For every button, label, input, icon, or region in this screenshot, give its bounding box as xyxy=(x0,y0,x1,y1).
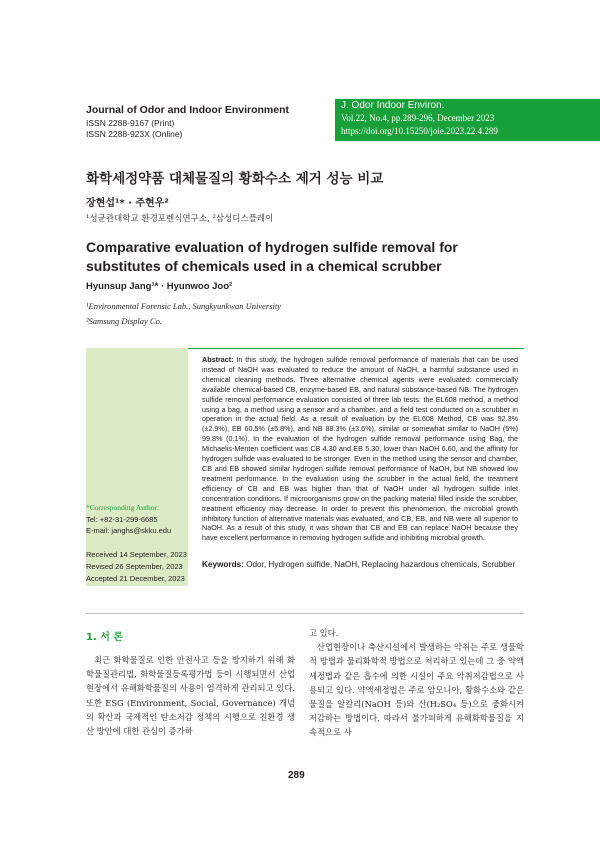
abstract-label: Abstract: xyxy=(202,355,234,364)
body-paragraph-continuation: 고 있다. xyxy=(309,628,339,638)
citation-abbrev: J. Odor Indoor Environ. xyxy=(341,100,445,111)
body-column-right xyxy=(309,626,524,740)
corresponding-tel: Tel: +82-31-299-6685 xyxy=(86,515,158,524)
body-column-left xyxy=(86,653,295,738)
english-authors: Hyunsup Jang¹* · Hyunwoo Joo² xyxy=(86,281,233,292)
keywords-list: Odor, Hydrogen sulfide, NaOH, Replacing hazardous chemicals, Scrubber xyxy=(243,560,516,569)
issn-print: ISSN 2288-9167 (Print) xyxy=(86,118,175,128)
page-number: 289 xyxy=(288,770,305,781)
body-paragraph: 최근 화학물질로 인한 안전사고 등을 방지하기 위해 화학물질관리법, 화학물질등록평가법 등이 시행되면서 산업현장에서 유해화학물질의 사용이 엄격하게 관리되고 있다. 또한 ESG (Environment, Social, Governance) 개념의 확산과 국제적인 탄소저감 정책의 시행으로 친환경 생산 방안에 대한 관심이 증가하 xyxy=(86,655,295,737)
corresponding-email[interactable]: E-mail: janghs@skku.edu xyxy=(86,526,172,535)
issn-online: ISSN 2288-923X (Online) xyxy=(86,129,183,139)
abstract-divider xyxy=(188,348,524,349)
body-paragraph: 산업현장이나 축산시설에서 발생하는 악취는 주로 생물학적 방법과 물리화학적 방법으로 처리하고 있는데 그 중 약액세정법과 같은 흡수에 의한 시설이 주요 악취저감법으로 사용되고 있다. 약액세정법은 주로 암모니아, 황화수소와 같은 물질을 알칼리(NaOH 등)와 산(H₂SO₄ 등)으로 중화시켜 저감하는 방법이다. 따라서 불가피하게 유해화학물질을 지속적으로 사 xyxy=(309,642,524,738)
date-received: Received 14 September, 2023 xyxy=(86,550,187,559)
abstract-body: In this study, the hydrogen sulfide removal performance of materials that can be used instead of NaOH was evaluated to reduce the amount of NaOH, a harmful substance used in chemical cleaning methods. Three alternative chemical agents were evaluated: commercially available chemical-based CB, enzyme-based EB, and natural substance-based NB. The hydrogen sulfide removal performance evaluation consisted of three lab tests: the EL608 method, a method using a bag, a method using a sensor and a chamber, and a field test conducted on a scrubber in operation in the actual field. As a result of evaluation by the EL608 Method, CB was 92.3% (±2.9%), EB 60.5% (±5.8%), and NB 88.3% (±3.6%), similar or somewhat similar to NaOH (5%) 99.8% (0.1%). In the evaluation of the hydrogen sulfide removal performance using Bag, the Michaelis-Menten coefficient was CB 4.30 and EB 5.30, lower than NaOH 6.60, and the affinity for hydrogen sulfide was evaluated to be stronger. Even in the method using the sensor and chamber, CB and EB showed similar hydrogen sulfide removal performance of NaOH, but NB showed low treatment performance. In the evaluation using the scrubber in the actual field, the treatment efficiency of CB and EB was higher than that of NaOH under all hydrogen sulfide inlet concentration conditions. If microorganisms grow on the packing material filled inside the scrubber, treatment efficiency may decrease. In order to prevent this phenomenon, the microbial growth inhibitory function of alternative materials was evaluated, and CB, EB, and NB were all superior to NaOH. As a result of this study, it was shown that CB and EB can replace NaOH because they have excellent performance in removing hydrogen sulfide and inhibiting microbial growth. xyxy=(202,355,518,543)
citation-box xyxy=(335,99,600,141)
keywords-label: Keywords: xyxy=(202,560,244,569)
english-affiliation-2: ²Samsung Display Co. xyxy=(86,316,162,326)
english-affiliation-1: ¹Environmental Forensic Lab., Sungkyunkwan University xyxy=(86,301,282,311)
citation-volume: Vol.22, No.4, pp.289-296, December 2023 xyxy=(341,113,495,123)
date-revised: Revised 26 September, 2023 xyxy=(86,562,183,571)
corresponding-author-label: *Corresponding Author: xyxy=(86,503,160,512)
section-heading: 1. 서 론 xyxy=(86,632,124,643)
journal-name: Journal of Odor and Indoor Environment xyxy=(86,104,290,116)
abstract xyxy=(202,355,518,543)
korean-affiliation: ¹성균관대학교 환경포렌식연구소, ²삼성디스플레이 xyxy=(86,214,274,224)
korean-authors: 장현섭¹* · 주현우² xyxy=(86,198,169,209)
section-divider xyxy=(86,613,524,614)
date-accepted: Accepted 21 December, 2023 xyxy=(86,574,185,583)
english-title: Comparative evaluation of hydrogen sulfide removal for substitutes of chemicals used in a chemical scrubber xyxy=(86,239,458,274)
korean-title: 화학세정약품 대체물질의 황화수소 제거 성능 비교 xyxy=(86,171,384,187)
keywords xyxy=(202,559,518,570)
citation-doi[interactable]: https://doi.org/10.15250/joie.2023.22.4.289 xyxy=(341,126,498,136)
